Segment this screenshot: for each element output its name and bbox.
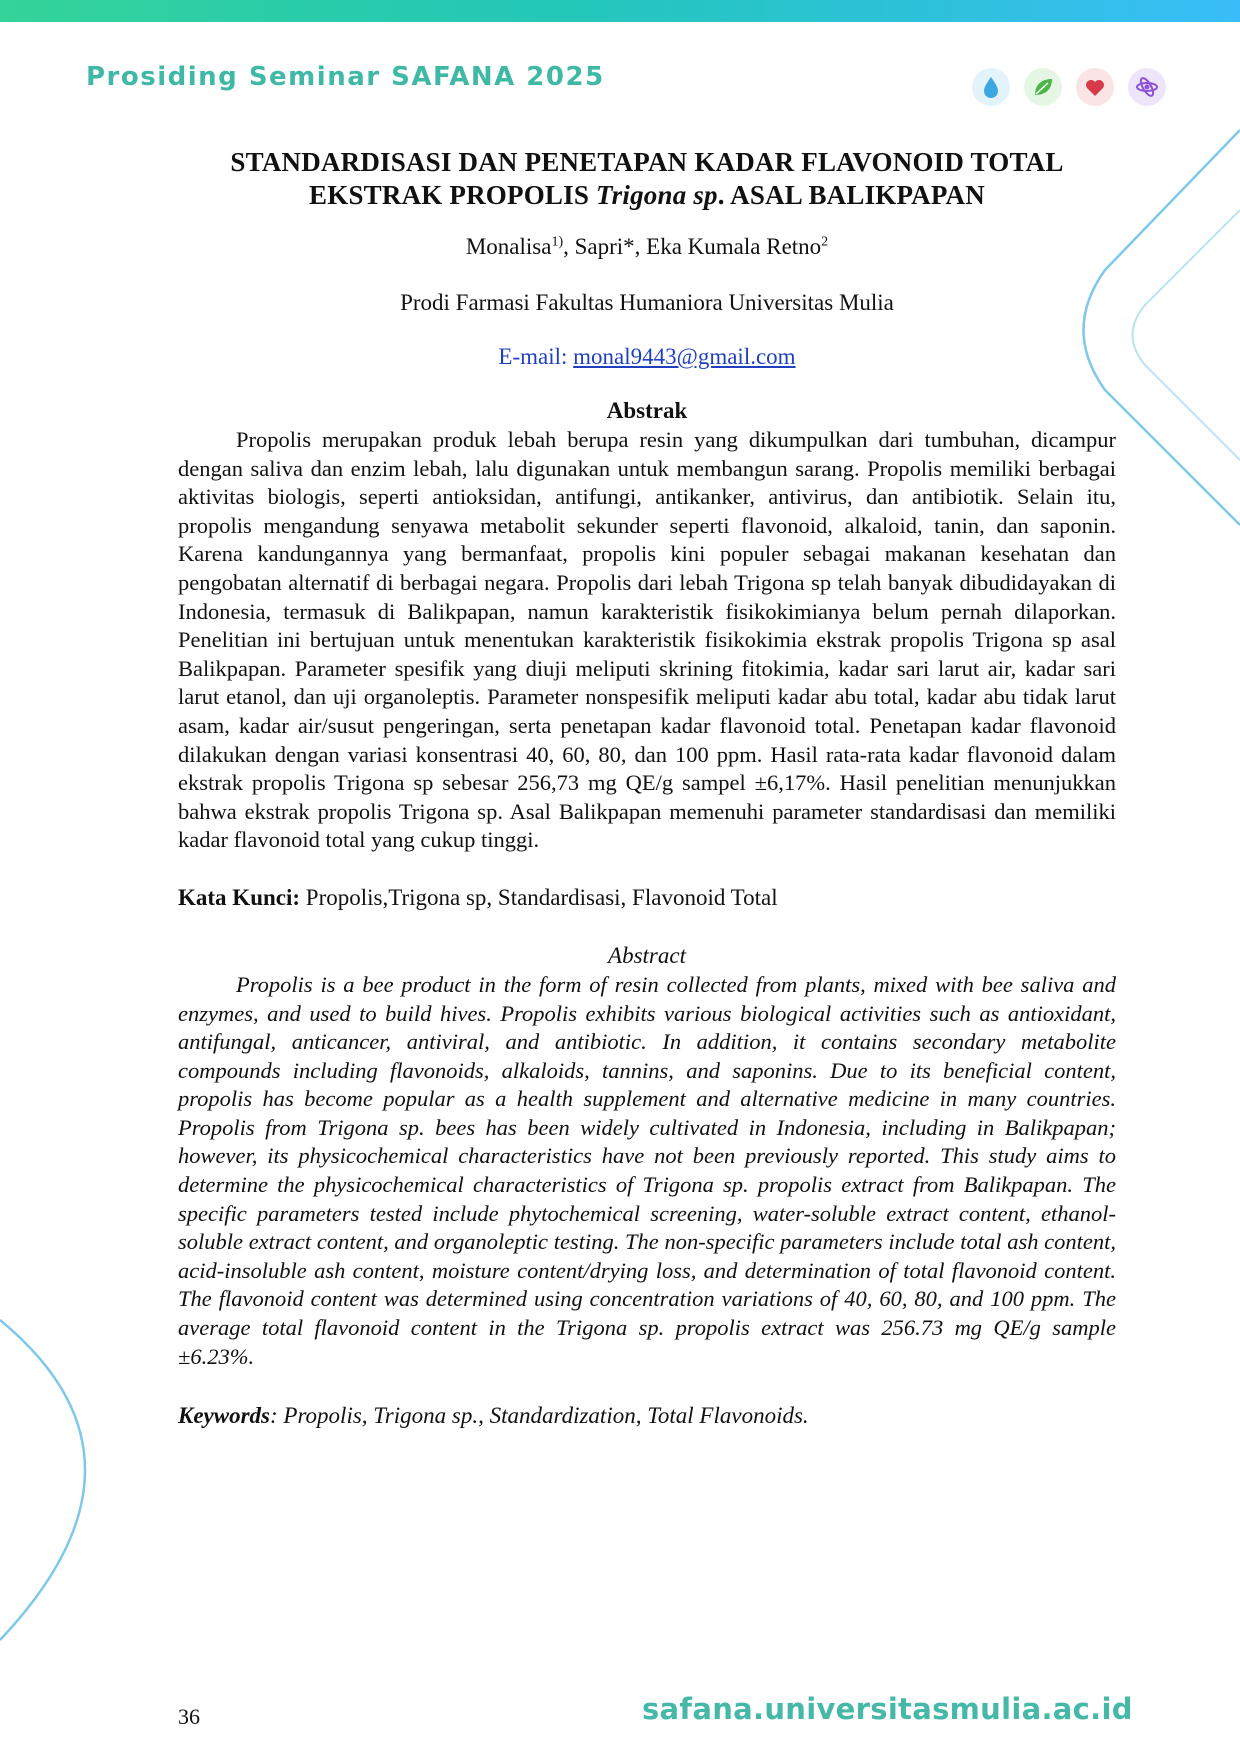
affiliation: Prodi Farmasi Fakultas Humaniora Universitas Mulia bbox=[400, 290, 894, 315]
top-right-curve-inner bbox=[1133, 210, 1240, 460]
abstract-en-heading: Abstract bbox=[608, 942, 686, 968]
abstract-id-text: Propolis merupakan produk lebah berupa resin yang dikumpulkan dari tumbuhan, dicampur dengan saliva dan enzim lebah, lalu digunakan untuk membangun sarang. Propolis memiliki berbagai aktivitas biologis, seperti antioksidan, antifungi, antikanker, antivirus, dan antibiotik. Selain itu, propolis mengandung senyawa metabolit sekunder seperti flavonoid, alkaloid, tanin, dan saponin. Karena kandungannya yang bermanfaat, propolis kini populer sebagai makanan kesehatan dan pengobatan alternatif di berbagai negara. Propolis dari lebah Trigona sp telah banyak dibudidayakan di Indonesia, termasuk di Balikpapan, namun karakteristik fisikokimianya belum pernah dilaporkan. Penelitian ini bertujuan untuk menentukan karakteristik fisikokimia ekstrak propolis Trigona sp asal Balikpapan. Parameter spesifik yang diuji meliputi skrining fitokimia, kadar sari larut air, kadar sari larut etanol, dan uji organoleptis. Parameter nonspesifik meliputi kadar abu total, kadar abu tidak larut asam, kadar air/susut pengeringan, serta penetapan kadar flavonoid total. Penetapan kadar flavonoid dilakukan dengan variasi konsentrasi 40, 60, 80, dan 100 ppm. Hasil rata-rata kadar flavonoid dalam ekstrak propolis Trigona sp sebesar 256,73 mg QE/g sampel ±6,17%. Hasil penelitian menunjukkan bahwa ekstrak propolis Trigona sp. Asal Balikpapan memenuhi parameter standardisasi dan memiliki kadar flavonoid total yang cukup tinggi. bbox=[178, 427, 1116, 853]
keywords-id-values: Propolis,Trigona sp, Standardisasi, Flavonoid Total bbox=[300, 884, 778, 910]
author-1: Monalisa bbox=[465, 234, 552, 259]
author-rest: , Sapri*, Eka Kumala Retno bbox=[563, 234, 822, 259]
title-line-2-suffix: . ASAL BALIKPAPAN bbox=[717, 180, 985, 210]
abstract-id-heading: Abstrak bbox=[606, 398, 688, 423]
authors bbox=[178, 234, 1116, 260]
title-line-1: STANDARDISASI DAN PENETAPAN KADAR FLAVONOID TOTAL bbox=[230, 147, 1064, 177]
title-line-2-prefix: EKSTRAK PROPOLIS bbox=[309, 180, 596, 210]
author-3-affil: 2 bbox=[821, 234, 829, 250]
heart-icon bbox=[1076, 68, 1114, 106]
atom-icon bbox=[1128, 68, 1166, 106]
title-line-2 bbox=[178, 179, 1116, 212]
email-label: E-mail: bbox=[498, 344, 574, 369]
proceedings-title: Prosiding Seminar SAFANA 2025 bbox=[86, 62, 605, 92]
header-gradient-bar bbox=[0, 0, 1240, 22]
water-drop-icon bbox=[972, 68, 1010, 106]
keywords-id-label: Kata Kunci: bbox=[178, 884, 301, 910]
header-logos bbox=[972, 68, 1166, 106]
page-number: 36 bbox=[178, 1704, 200, 1729]
author-1-affil: 1) bbox=[551, 234, 564, 250]
keywords-en-label: Keywords bbox=[178, 1403, 270, 1429]
bottom-left-curve bbox=[0, 1320, 85, 1640]
paper-title bbox=[178, 146, 1116, 212]
keywords-id bbox=[178, 883, 1116, 913]
title-species: Trigona sp bbox=[595, 180, 718, 210]
footer-website[interactable]: safana.universitasmulia.ac.id bbox=[642, 1692, 1133, 1726]
leaf-icon bbox=[1024, 68, 1062, 106]
paper-content bbox=[178, 146, 1116, 1431]
email-line bbox=[178, 344, 1116, 370]
keywords-en-values: : Propolis, Trigona sp., Standardization, Total Flavonoids. bbox=[270, 1403, 809, 1429]
abstract-en-text: Propolis is a bee product in the form of resin collected from plants, mixed with bee saliva and enzymes, and used to build hives. Propolis exhibits various biological activities such as antioxidant, antifungal, anticancer, antiviral, and antibiotic. In addition, it contains secondary metabolite compounds including flavonoids, alkaloids, tannins, and saponins. Due to its beneficial content, propolis has become popular as a health supplement and alternative medicine in many countries. Propolis from Trigona sp. bees has been widely cultivated in Indonesia, including in Balikpapan; however, its physicochemical characteristics have not been previously reported. This study aims to determine the physicochemical characteristics of Trigona sp. propolis extract from Balikpapan. The specific parameters tested include phytochemical screening, water-soluble extract content, ethanol-soluble extract content, and organoleptic testing. The non-specific parameters include total ash content, acid-insoluble ash content, moisture content/drying loss, and determination of total flavonoid content. The flavonoid content was determined using concentration variations of 40, 60, 80, and 100 ppm. The average total flavonoid content in the Trigona sp. propolis extract was 256.73 mg QE/g sample ±6.23%. bbox=[178, 971, 1116, 1369]
keywords-en bbox=[178, 1401, 1116, 1431]
email-link[interactable]: monal9443@gmail.com bbox=[573, 344, 796, 369]
